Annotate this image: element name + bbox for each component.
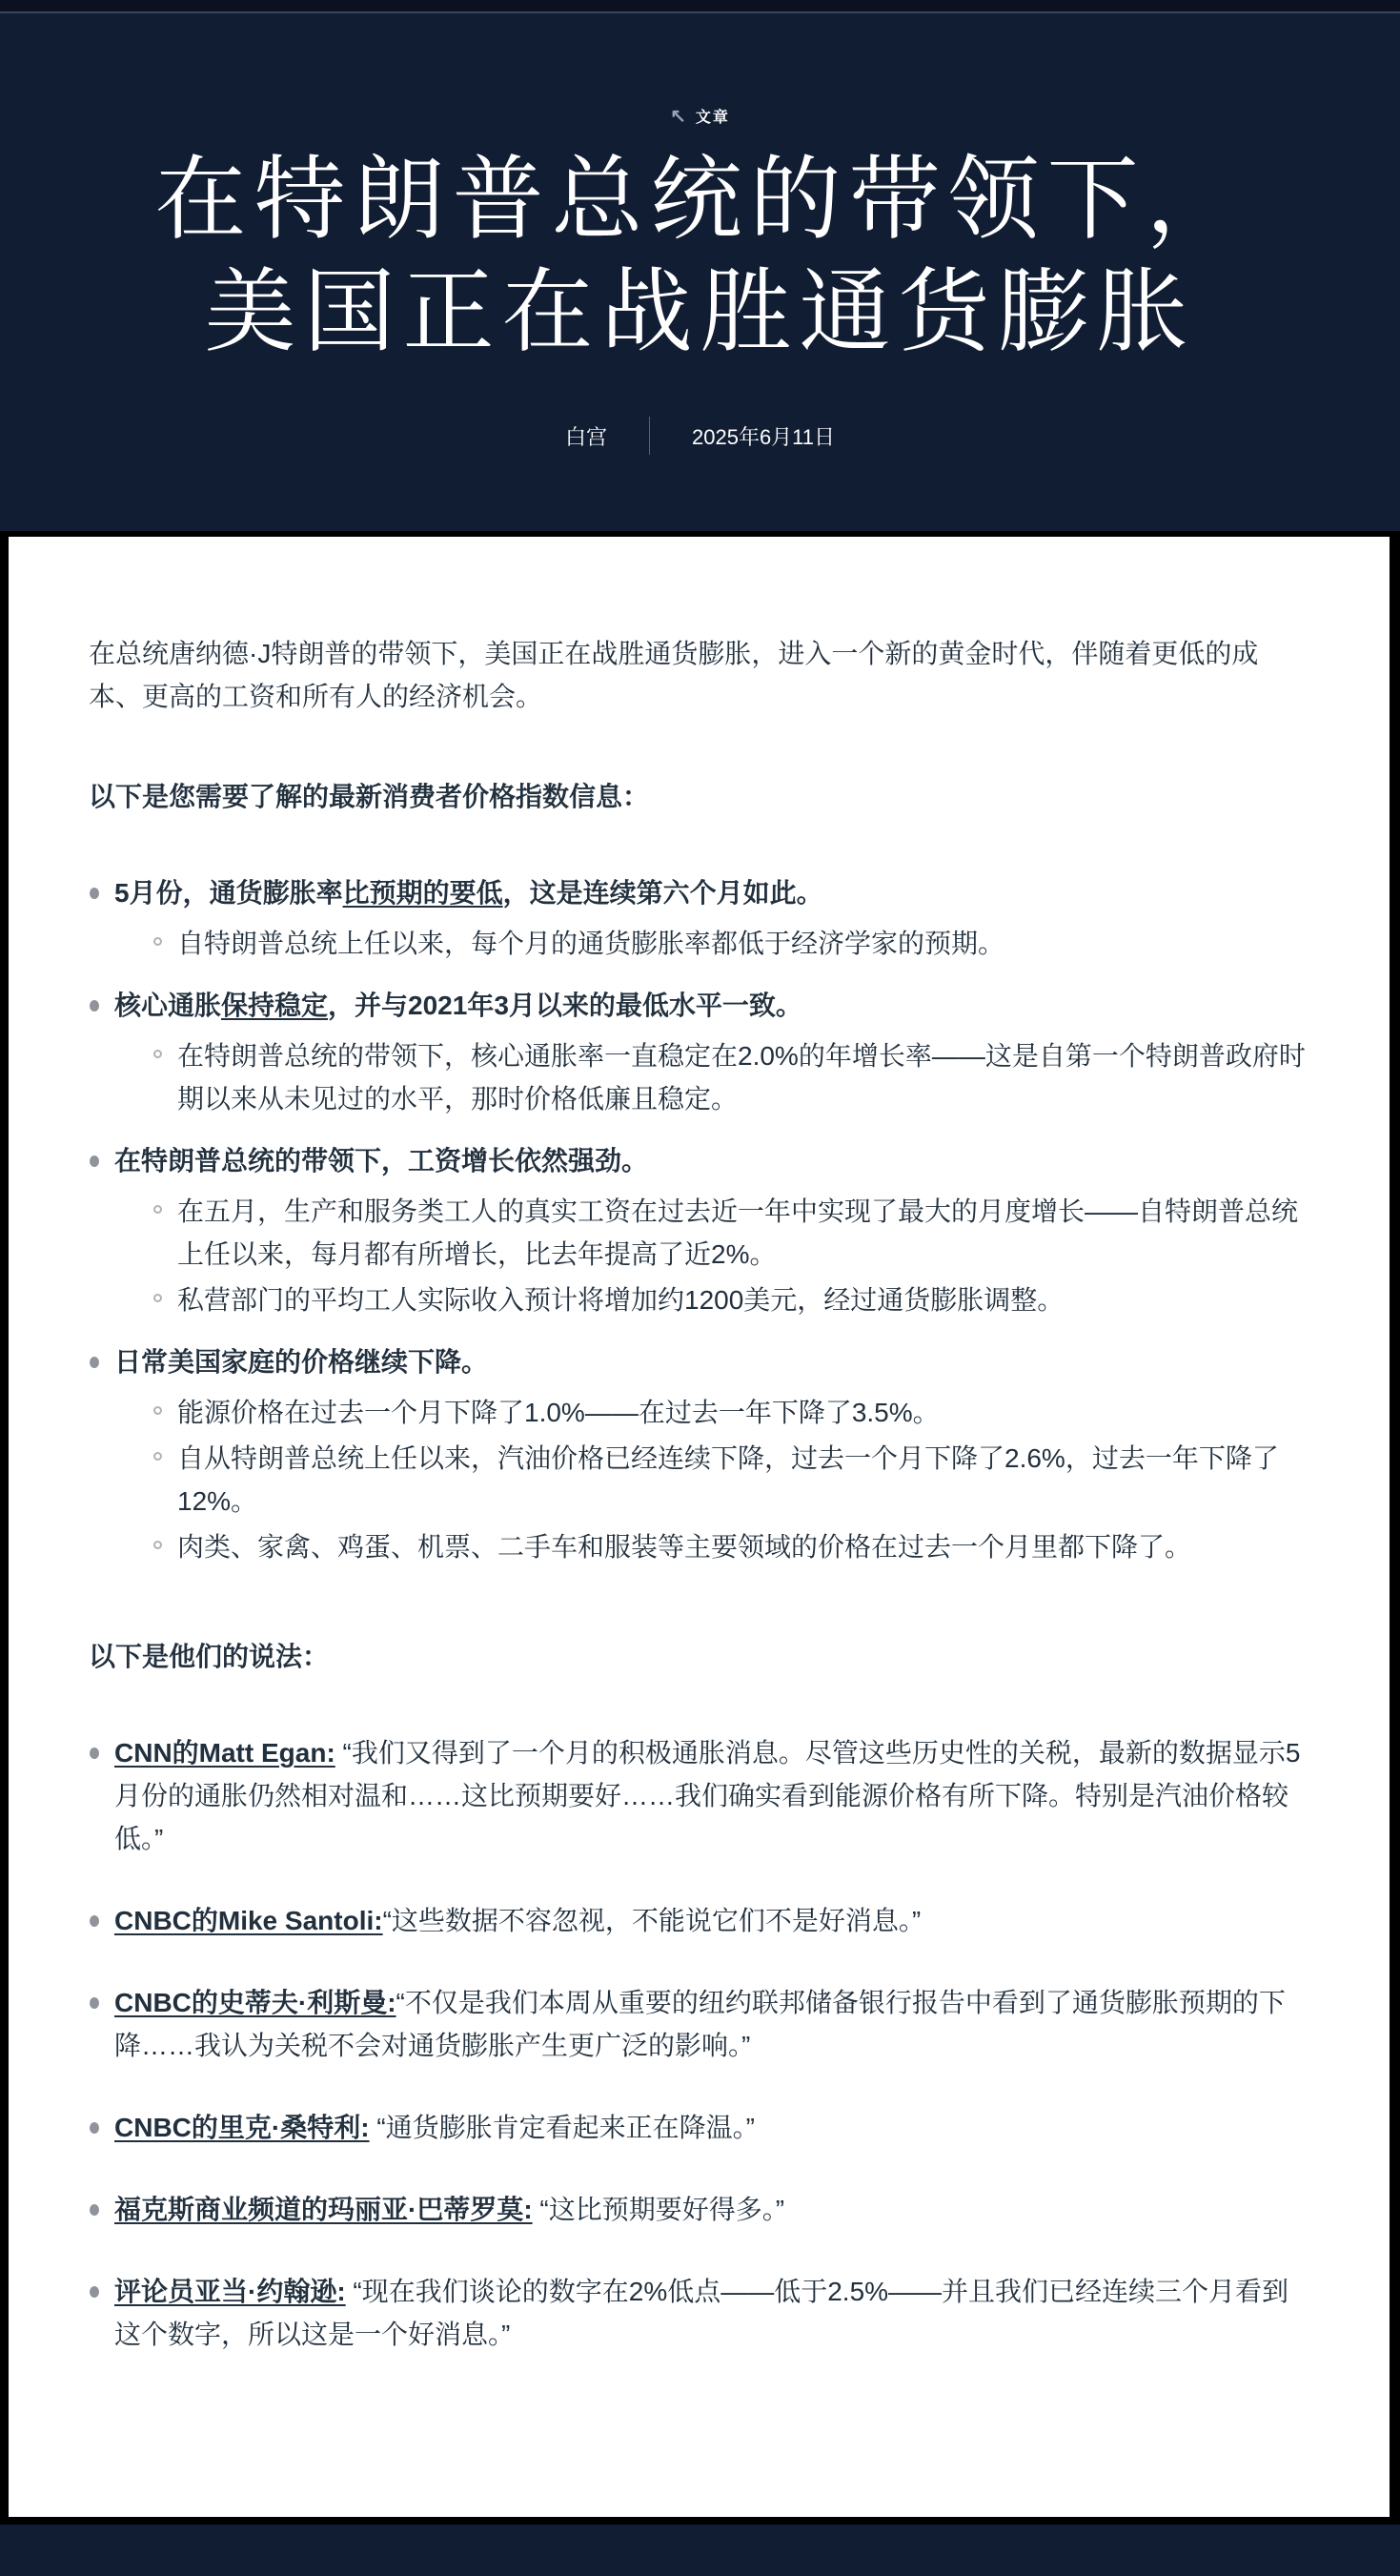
intro-paragraph: 在总统唐纳德·J特朗普的带领下，美国正在战胜通货膨胀，进入一个新的黄金时代，伴随着更低的成本、更高的工资和所有人的经济机会。 [89, 639, 1259, 711]
bullet-circle-icon [153, 1406, 162, 1415]
sub-bullet-list [152, 922, 1308, 965]
bullet-dot-icon [90, 1155, 99, 1167]
cpi-bullet-list [89, 871, 1308, 1568]
sub-bullet-item [152, 1278, 1308, 1321]
sub-bullet-item [152, 1525, 1308, 1568]
sub-bullet-list [152, 1190, 1308, 1321]
meta-source[interactable]: 白宫 [564, 424, 607, 449]
article-body-card [9, 537, 1390, 2517]
page-title-line1: 在特朗普总统的带领下， [154, 149, 1246, 251]
bullet-title [114, 991, 802, 1020]
meta-date: 2025年6月11日 [692, 424, 836, 449]
bullet-circle-icon [153, 1205, 162, 1214]
bullet-title [114, 878, 823, 908]
quote-source-link[interactable]: CNN的Matt Egan: [114, 1738, 335, 1768]
quote-item [89, 2106, 1308, 2149]
bullet-circle-icon [153, 1541, 162, 1549]
cpi-bullet-item [89, 984, 1308, 1120]
bullet-circle-icon [153, 1294, 162, 1302]
bullet-dot-icon [90, 1357, 99, 1368]
sub-bullet-text: 肉类、家禽、鸡蛋、机票、二手车和服装等主要领域的价格在过去一个月里都下降了。 [177, 1532, 1192, 1562]
quote-text: “现在我们谈论的数字在2%低点——低于2.5%——并且我们已经连续三个月看到这个数字，所以这是一个好消息。” [114, 2277, 1289, 2349]
article-hero [0, 0, 1400, 531]
cpi-bullet-item [89, 1340, 1308, 1568]
sub-bullet-text: 自特朗普总统上任以来，每个月的通货膨胀率都低于经济学家的预期。 [177, 929, 1005, 958]
sub-bullet-item [152, 1190, 1308, 1276]
sub-bullet-item [152, 1391, 1308, 1434]
back-to-articles-link[interactable] [670, 105, 730, 127]
sub-bullet-item [152, 1437, 1308, 1523]
quote-source-link[interactable]: CNBC的史蒂夫·利斯曼: [114, 1988, 396, 2017]
article-meta [0, 417, 1400, 455]
section-heading-quotes: 以下是他们的说法： [89, 1642, 330, 1671]
sub-bullet-text: 私营部门的平均工人实际收入预计将增加约1200美元，经过通货膨胀调整。 [177, 1285, 1065, 1315]
cpi-bullet-item [89, 871, 1308, 965]
quote-text: “不仅是我们本周从重要的纽约联邦储备银行报告中看到了通货膨胀预期的下降……我认为关税不会对通货膨胀产生更广泛的影响。” [114, 1988, 1286, 2060]
sub-bullet-text: 在五月，生产和服务类工人的真实工资在过去近一年中实现了最大的月度增长——自特朗普总统上任以来，每月都有所增长，比去年提高了近2%。 [177, 1196, 1299, 1269]
quote-item [89, 1981, 1308, 2067]
bullet-title [114, 1347, 488, 1377]
bullet-circle-icon [153, 1050, 162, 1058]
quote-item [89, 1731, 1308, 1860]
page-footer [0, 2525, 1400, 2576]
bullet-dot-icon [90, 2204, 99, 2216]
quote-text: “这些数据不容忽视，不能说它们不是好消息。” [382, 1906, 922, 1935]
sub-bullet-item [152, 922, 1308, 965]
bullet-title-text: 核心通胀 [114, 991, 222, 1020]
bullet-title-text: ，这是连续第六个月如此。 [502, 878, 823, 908]
bullet-title [114, 1146, 648, 1176]
bullet-dot-icon [90, 2286, 99, 2298]
sub-bullet-text: 在特朗普总统的带领下，核心通胀率一直稳定在2.0%的年增长率——这是自第一个特朗普政府时期以来从未见过的水平，那时价格低廉且稳定。 [177, 1041, 1306, 1114]
quote-text: “我们又得到了一个月的积极通胀消息。尽管这些历史性的关税，最新的数据显示5月份的通胀仍然相对温和……这比预期要好……我们确实看到能源价格有所下降。特别是汽油价格较低。” [114, 1738, 1301, 1853]
bullet-title-text: 在特朗普总统的带领下，工资增长依然强劲。 [114, 1146, 649, 1176]
quote-source-link[interactable]: CNBC的Mike Santoli: [114, 1906, 383, 1935]
quote-source-link[interactable]: 福克斯商业频道的玛丽亚·巴蒂罗莫: [114, 2195, 533, 2224]
section-heading-cpi: 以下是您需要了解的最新消费者价格指数信息： [89, 782, 650, 811]
sub-bullet-list [152, 1034, 1308, 1120]
quote-source-link[interactable]: 评论员亚当·约翰逊: [114, 2277, 346, 2306]
sub-bullet-text: 自从特朗普总统上任以来，汽油价格已经连续下降，过去一个月下降了2.6%，过去一年下降了12%。 [177, 1443, 1279, 1516]
sub-bullet-item [152, 1034, 1308, 1120]
bullet-dot-icon [90, 2122, 99, 2134]
bullet-title-text: 日常美国家庭的价格继续下降。 [114, 1347, 489, 1377]
bullet-title-text: ，并与2021年3月以来的最低水平一致。 [328, 991, 802, 1020]
inline-link[interactable]: 保持稳定 [221, 991, 329, 1020]
sub-bullet-list [152, 1391, 1308, 1568]
bullet-title-text: 5月份，通货膨胀率 [114, 878, 343, 908]
bullet-dot-icon [90, 1915, 99, 1927]
bullet-dot-icon [90, 1000, 99, 1012]
eyebrow-label: 文章 [695, 110, 730, 126]
inline-link[interactable]: 比预期的要低 [342, 878, 503, 908]
sub-bullet-text: 能源价格在过去一个月下降了1.0%——在过去一年下降了3.5%。 [177, 1398, 940, 1427]
top-strip [0, 0, 1400, 13]
cpi-bullet-item [89, 1139, 1308, 1321]
quote-item [89, 2188, 1308, 2231]
meta-divider [649, 417, 650, 455]
bullet-dot-icon [90, 1748, 99, 1759]
page-title [0, 144, 1400, 369]
bullet-circle-icon [153, 937, 162, 946]
quote-item [89, 1899, 1308, 1942]
quote-item [89, 2270, 1308, 2356]
bullet-circle-icon [153, 1452, 162, 1461]
bullet-dot-icon [90, 1997, 99, 2009]
bullet-dot-icon [90, 888, 99, 899]
quote-text: “通货膨胀肯定看起来正在降温。” [369, 2113, 755, 2142]
page-title-line2: 美国正在战胜通货膨胀 [204, 261, 1196, 363]
quotes-list [89, 1731, 1308, 2356]
quote-text: “这比预期要好得多。” [532, 2195, 785, 2224]
arrow-up-left-icon: ↖ [670, 105, 686, 127]
quote-source-link[interactable]: CNBC的里克·桑特利: [114, 2113, 370, 2142]
